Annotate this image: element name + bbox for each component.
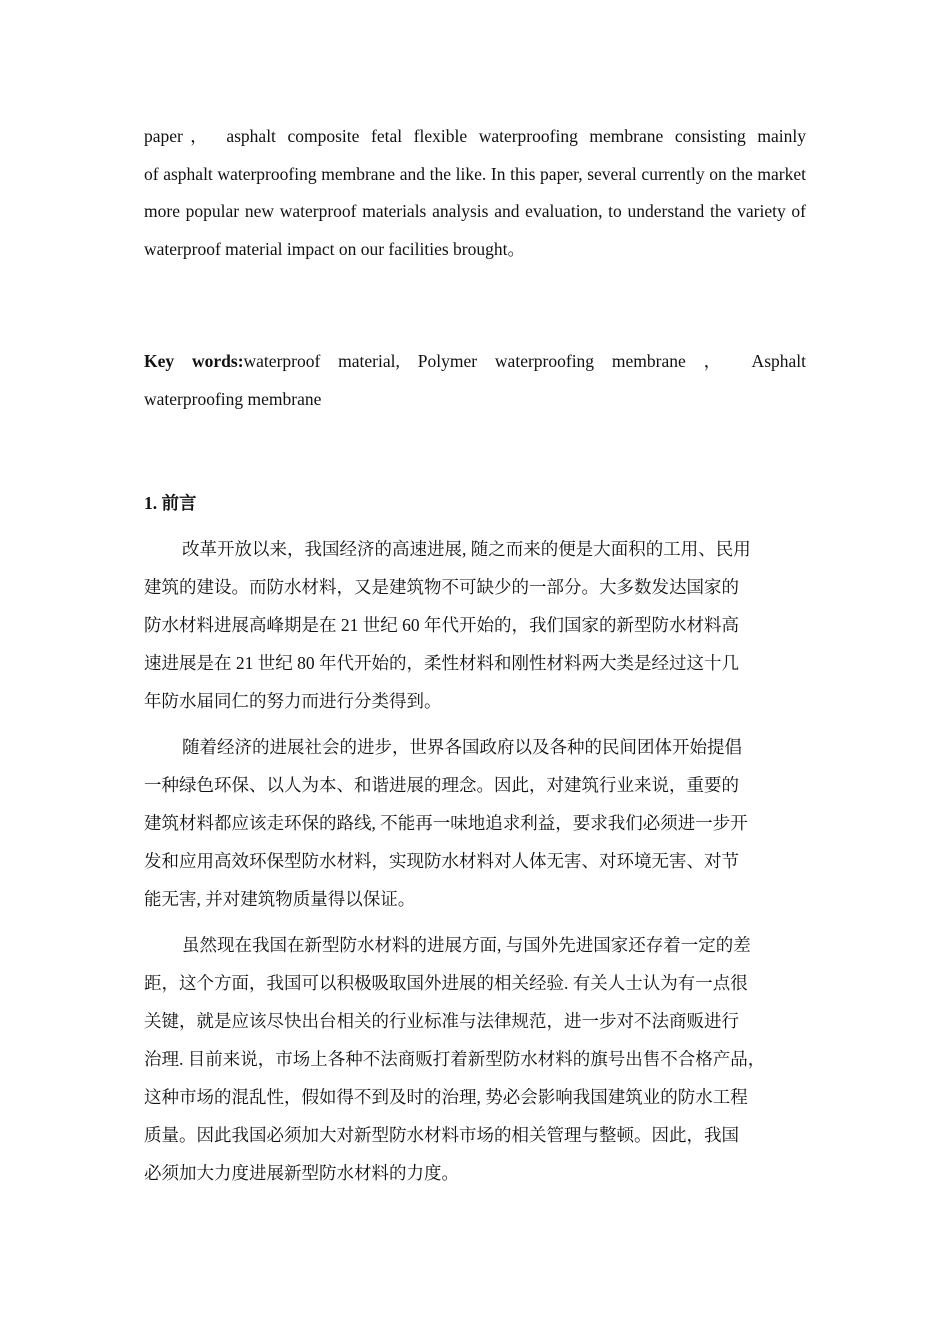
body-text [144,530,806,1192]
text-line: 关键，就是应该尽快出台相关的行业标准与法律规范，进一步对不法商贩进行 [144,1011,739,1031]
text-line: 年防水届同仁的努力而进行分类得到。 [144,691,442,711]
text-line: 虽然现在我国在新型防水材料的进展方面, 与国外先进国家还存着一定的差 [182,935,751,955]
abstract-line-1: paper， asphalt composite fetal flexible waterproofing membrane consisting mainly [144,126,806,146]
section-heading: 1. 前言 [144,493,197,513]
text-line: 必须加大力度进展新型防水材料的力度。 [144,1163,459,1183]
text-line: 一种绿色环保、以人为本、和谐进展的理念。因此，对建筑行业来说，重要的 [144,775,739,795]
text-line: 这种市场的混乱性，假如得不到及时的治理, 势必会影响我国建筑业的防水工程 [144,1087,748,1107]
abstract-continuation [144,118,806,268]
text-line: 发和应用高效环保型防水材料，实现防水材料对人体无害、对环境无害、对节 [144,851,739,871]
keywords-line-2: waterproofing membrane [144,388,322,409]
paragraph [144,926,806,1192]
keywords-block [144,343,806,418]
keywords-line-1: waterproof material, Polymer waterproofing membrane ， Asphalt [243,351,806,371]
text-line: 建筑的建设。而防水材料，又是建筑物不可缺少的一部分。大多数发达国家的 [144,577,739,597]
abstract-text: of asphalt waterproofing membrane and the like. In this paper, several currently on the market more popular new waterproof materials analysis and evaluation, to understand the variety of waterproof material impact on our facilities brought。 [144,163,806,259]
paragraph [144,728,806,918]
text-line: 随着经济的进展社会的进步，世界各国政府以及各种的民间团体开始提倡 [182,737,742,757]
paragraph [144,530,806,720]
text-line: 防水材料进展高峰期是在 21 世纪 60 年代开始的，我们国家的新型防水材料高 [144,615,739,635]
text-line: 治理. 目前来说，市场上各种不法商贩打着新型防水材料的旗号出售不合格产品， [144,1049,766,1069]
text-line: 能无害, 并对建筑物质量得以保证。 [144,889,416,909]
page-content [144,118,806,1192]
text-line: 距，这个方面，我国可以积极吸取国外进展的相关经验. 有关人士认为有一点很 [144,973,748,993]
text-line: 速进展是在 21 世纪 80 年代开始的，柔性材料和刚性材料两大类是经过这十几 [144,653,739,673]
text-line: 建筑材料都应该走环保的路线, 不能再一味地追求利益，要求我们必须进一步开 [144,813,748,833]
text-line: 质量。因此我国必须加大对新型防水材料市场的相关管理与整顿。因此，我国 [144,1125,739,1145]
keywords-label: Key words: [144,351,244,371]
text-line: 改革开放以来，我国经济的高速进展, 随之而来的便是大面积的工用、民用 [182,539,751,559]
